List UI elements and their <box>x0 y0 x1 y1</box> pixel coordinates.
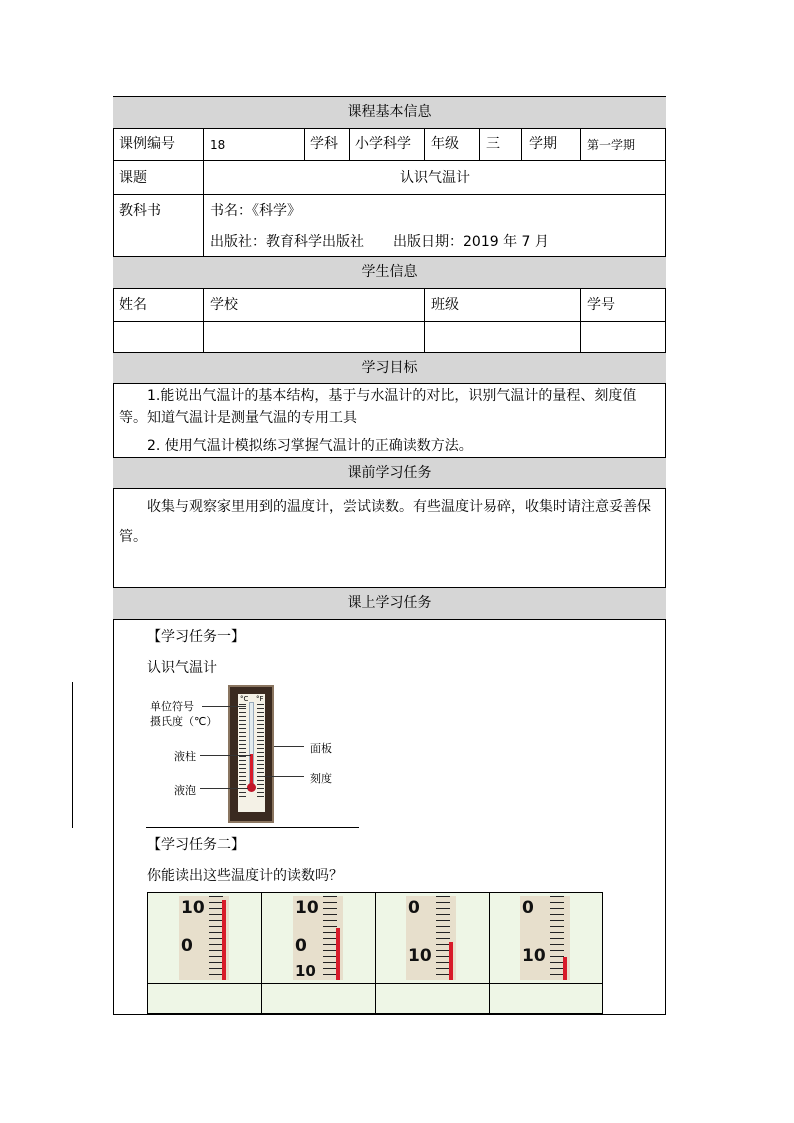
divider <box>261 892 262 1014</box>
leader-scale <box>264 776 304 777</box>
reading-mercury <box>222 900 226 980</box>
leader-bulb <box>200 788 248 789</box>
school-label: 学校 <box>210 297 238 313</box>
case-no-label: 课例编号 <box>119 136 175 152</box>
class-label: 班级 <box>431 297 459 313</box>
divider <box>521 128 522 160</box>
label-panel: 面板 <box>310 742 332 755</box>
reading-mercury <box>449 942 453 980</box>
divider <box>147 983 603 984</box>
divider <box>580 128 581 160</box>
liquid-column <box>250 754 253 786</box>
divider <box>424 288 425 352</box>
label-unit-symbol: 单位符号 <box>150 700 194 713</box>
section-header-goals: 学习目标 <box>113 353 666 383</box>
reading-bottom-number: 10 <box>408 946 432 966</box>
subject-label: 学科 <box>310 136 338 152</box>
divider <box>113 383 666 384</box>
margin-line <box>72 682 73 828</box>
goal-1: 1.能说出气温计的基本结构，基于与水温计的对比，识别气温计的量程、刻度值等。知道气温计是测量气温的专用工具 <box>119 388 637 426</box>
section-header-pre-class: 课前学习任务 <box>113 458 666 488</box>
reading-bottom-number: 0 <box>181 936 193 956</box>
topic-label: 课题 <box>119 170 147 186</box>
term-label: 学期 <box>529 136 557 152</box>
divider <box>489 892 490 1014</box>
publish-date: 出版日期：2019 年 7 月 <box>393 234 549 250</box>
topic-value: 认识气温计 <box>400 170 470 186</box>
divider <box>113 194 666 195</box>
reading-top-number: 10 <box>295 898 319 918</box>
reading-top-number: 0 <box>408 898 420 918</box>
label-liquid-bulb: 液泡 <box>174 784 196 797</box>
subject-value: 小学科学 <box>355 136 411 152</box>
reading-thermometer-4 <box>520 896 570 980</box>
divider <box>203 160 204 256</box>
reading-extra-number: 10 <box>295 962 316 980</box>
term-value: 第一学期 <box>587 138 636 152</box>
divider <box>580 288 581 352</box>
pre-class-text: 收集与观察家里用到的温度计，尝试读数。有些温度计易碎，收集时请注意妥善保管。 <box>119 499 651 545</box>
scale-right <box>257 704 264 800</box>
task-2-question: 你能读出这些温度计的读数吗？ <box>147 868 343 884</box>
divider <box>349 128 350 160</box>
label-celsius: 摄氏度（℃） <box>150 715 218 728</box>
case-no-value: 18 <box>210 138 226 152</box>
section-header-basic-info: 课程基本信息 <box>113 97 666 128</box>
grade-value: 三 <box>486 136 500 152</box>
label-liquid-column: 液柱 <box>174 750 196 763</box>
scale-fahrenheit-symbol: °F <box>256 695 264 703</box>
reading-scale-ticks <box>209 896 223 980</box>
leader-unit <box>202 706 246 707</box>
reading-top-number: 0 <box>522 898 534 918</box>
reading-thermometer-1 <box>179 896 229 980</box>
reading-thermometer-2 <box>293 896 343 980</box>
book-name: 书名：《科学》 <box>210 203 301 219</box>
reading-top-number: 10 <box>181 898 205 918</box>
divider <box>113 160 666 161</box>
divider <box>203 288 204 352</box>
reading-scale-ticks <box>550 896 564 980</box>
divider <box>479 128 480 160</box>
divider <box>304 128 305 160</box>
thermometer-diagram <box>146 682 361 828</box>
reading-thermometer-3 <box>406 896 456 980</box>
task-1-title: 【学习任务一】 <box>147 629 245 645</box>
reading-mercury <box>563 957 567 980</box>
textbook-label: 教科书 <box>119 203 161 219</box>
section-header-student-info: 学生信息 <box>113 257 666 288</box>
divider <box>203 128 204 160</box>
diagram-underline <box>146 827 359 828</box>
scale-left <box>239 704 246 800</box>
reading-mercury <box>336 928 340 980</box>
label-scale: 刻度 <box>310 772 332 785</box>
goal-2: 2. 使用气温计模拟练习掌握气温计的正确读数方法。 <box>147 438 473 454</box>
liquid-bulb <box>247 783 256 792</box>
student-id-label: 学号 <box>587 297 615 313</box>
grade-label: 年级 <box>431 136 459 152</box>
task-1-subtitle: 认识气温计 <box>147 660 217 676</box>
scale-celsius-symbol: °C <box>240 695 249 703</box>
divider <box>375 892 376 1014</box>
reading-scale-ticks <box>323 896 337 980</box>
divider <box>113 321 666 322</box>
divider <box>113 488 666 489</box>
leader-panel <box>274 746 304 747</box>
name-label: 姓名 <box>119 297 147 313</box>
divider <box>424 128 425 160</box>
task-2-title: 【学习任务二】 <box>147 837 245 853</box>
section-header-in-class: 课上学习任务 <box>113 588 666 619</box>
reading-scale-ticks <box>436 896 450 980</box>
publisher: 出版社：教育科学出版社 <box>210 234 364 250</box>
reading-bottom-number: 10 <box>522 946 546 966</box>
divider <box>113 128 666 129</box>
leader-column <box>200 755 251 756</box>
divider <box>113 288 666 289</box>
reading-bottom-number: 0 <box>295 936 307 956</box>
divider <box>113 619 666 620</box>
